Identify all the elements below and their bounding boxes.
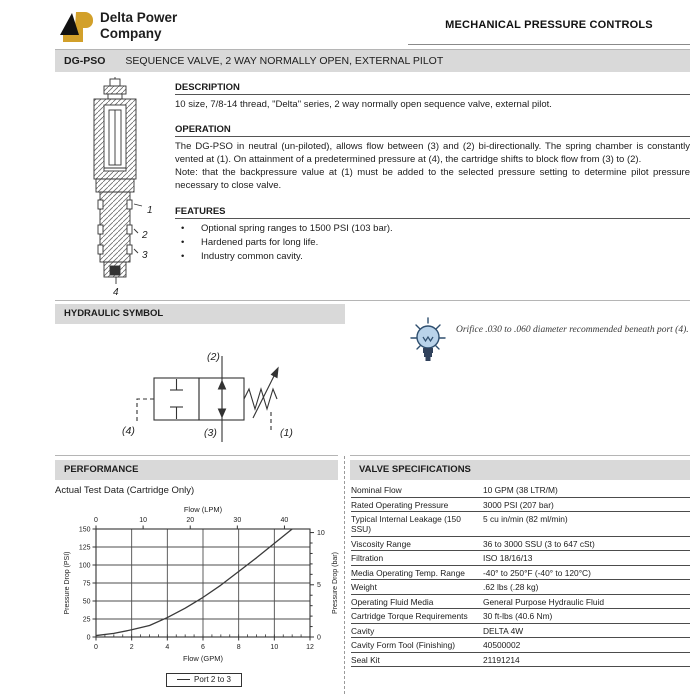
svg-text:Pressure Drop (PSI): Pressure Drop (PSI) — [64, 551, 71, 615]
chart-legend — [166, 673, 242, 687]
section-rule — [55, 300, 690, 301]
performance-heading: PERFORMANCE — [55, 460, 338, 480]
svg-text:0: 0 — [94, 644, 98, 651]
performance-chart-block — [60, 503, 348, 687]
svg-text:75: 75 — [82, 580, 91, 588]
svg-text:5: 5 — [317, 582, 321, 590]
spec-label: Rated Operating Pressure — [351, 499, 449, 510]
header-rule — [408, 44, 690, 45]
description-section — [175, 82, 690, 111]
spec-label: Media Operating Temp. Range — [351, 567, 465, 578]
feature-item — [175, 222, 690, 236]
company-name — [100, 10, 177, 42]
spec-value: DELTA 4W — [483, 625, 524, 636]
spec-value: .62 lbs (.28 kg) — [483, 582, 539, 592]
feature-text: Hardened parts for long life. — [201, 236, 319, 248]
company-logo — [59, 9, 97, 45]
hydraulic-symbol-figure — [122, 342, 322, 448]
spec-label: Cartridge Torque Requirements — [351, 611, 468, 621]
feature-item — [175, 250, 690, 264]
spec-value: 5 cu in/min (82 ml/min) — [483, 514, 568, 524]
performance-chart — [60, 503, 348, 667]
svg-text:150: 150 — [78, 526, 91, 534]
spec-value: 36 to 3000 SSU (3 to 647 cSt) — [483, 538, 595, 549]
svg-text:Flow (LPM): Flow (LPM) — [183, 505, 223, 514]
svg-text:Pressure Drop (bar): Pressure Drop (bar) — [332, 552, 339, 614]
svg-text:125: 125 — [78, 544, 91, 552]
spec-label: Seal Kit — [351, 654, 380, 665]
spec-label: Typical Internal Leakage (150 SSU) — [351, 514, 461, 534]
company-name-line2: Company — [100, 25, 162, 41]
svg-text:20: 20 — [186, 517, 195, 524]
features-list — [175, 222, 690, 265]
delta-power-logo-icon — [59, 9, 97, 45]
symbol-port-2-label: (2) — [207, 351, 220, 363]
spec-value: 40500002 — [483, 640, 521, 650]
svg-text:4: 4 — [165, 644, 170, 651]
description-heading: DESCRIPTION — [175, 82, 690, 95]
spec-label: Viscosity Range — [351, 538, 411, 549]
features-heading: FEATURES — [175, 206, 690, 219]
document-title: MECHANICAL PRESSURE CONTROLS — [445, 19, 653, 31]
bullet-icon: • — [181, 222, 185, 234]
lightbulb-icon — [409, 317, 449, 365]
spec-value: ISO 18/16/13 — [483, 553, 533, 563]
orifice-note: Orifice .030 to .060 diameter recommended beneath port (4). — [456, 325, 689, 335]
spec-row — [351, 580, 690, 595]
tip-lightbulb — [409, 317, 449, 365]
symbol-port-1-label: (1) — [280, 427, 293, 439]
spec-label: Filtration — [351, 553, 384, 563]
feature-text: Optional spring ranges to 1500 PSI (103 bar). — [201, 222, 393, 234]
spec-value: 10 GPM (38 LTR/M) — [483, 485, 558, 495]
bullet-icon: • — [181, 251, 185, 263]
spec-row — [351, 551, 690, 566]
spec-label: Operating Fluid Media — [351, 596, 434, 607]
performance-subtitle: Actual Test Data (Cartridge Only) — [55, 485, 195, 496]
spec-row — [351, 653, 690, 668]
spec-value: 21191214 — [483, 654, 520, 665]
svg-text:6: 6 — [201, 644, 205, 651]
title-banner — [55, 49, 690, 72]
model-code: DG-PSO — [64, 55, 106, 67]
section-rule — [350, 455, 690, 456]
legend-line-sample — [177, 679, 190, 680]
feature-item — [175, 236, 690, 250]
valve-specifications-heading: VALVE SPECIFICATIONS — [350, 460, 690, 480]
spec-label: Cavity — [351, 625, 375, 636]
svg-text:12: 12 — [306, 644, 314, 651]
spec-row — [351, 609, 690, 624]
svg-text:0: 0 — [86, 634, 91, 642]
svg-text:8: 8 — [236, 644, 241, 651]
spec-row — [351, 624, 690, 639]
svg-text:0: 0 — [94, 517, 98, 524]
valve-port-label-2: 2 — [142, 230, 148, 241]
spec-row — [351, 537, 690, 552]
operation-paragraph-2: Note: that the backpressure value at (1) must be added to the selected pressure setting to determine pilot pressure necessary to close valve. — [175, 167, 690, 192]
spec-row — [351, 595, 690, 610]
symbol-port-3-label: (3) — [204, 427, 217, 439]
symbol-port-4-label: (4) — [122, 425, 135, 437]
valve-cross-section-drawing — [58, 77, 176, 299]
bullet-icon: • — [181, 236, 185, 248]
svg-text:25: 25 — [82, 616, 91, 624]
description-text: 10 size, 7/8-14 thread, "Delta" series, 2 way normally open sequence valve, external pilot. — [175, 99, 552, 110]
valve-title: SEQUENCE VALVE, 2 WAY NORMALLY OPEN, EXTERNAL PILOT — [125, 55, 444, 67]
valve-port-label-3: 3 — [142, 250, 148, 261]
spec-row — [351, 498, 690, 513]
spec-row — [351, 566, 690, 581]
spec-value: 3000 PSI (207 bar) — [483, 499, 554, 510]
features-section — [175, 206, 690, 265]
operation-heading: OPERATION — [175, 124, 690, 137]
svg-text:10: 10 — [317, 529, 325, 537]
hydraulic-symbol-drawing — [122, 342, 322, 448]
info-column — [175, 82, 690, 277]
svg-text:10: 10 — [139, 517, 148, 524]
svg-text:30: 30 — [233, 517, 242, 524]
spec-value: General Purpose Hydraulic Fluid — [483, 596, 605, 607]
spec-row — [351, 512, 690, 537]
spec-row — [351, 483, 690, 498]
svg-text:Flow (GPM): Flow (GPM) — [183, 654, 223, 663]
spec-label: Nominal Flow — [351, 485, 402, 495]
svg-text:100: 100 — [78, 562, 91, 570]
svg-text:50: 50 — [82, 598, 91, 606]
spec-label: Weight — [351, 582, 377, 592]
spec-value: 30 ft-lbs (40.6 Nm) — [483, 611, 553, 621]
valve-cross-section-figure — [58, 77, 176, 299]
section-rule — [55, 455, 338, 456]
svg-text:10: 10 — [270, 644, 279, 651]
valve-port-label-1: 1 — [147, 205, 153, 216]
operation-paragraph-1: The DG-PSO in neutral (un-piloted), allows flow between (3) and (2) bi-directionally. The spring chamber is constantly vented at (1). On attainment of a predetermined pressure at (4), the cartridge shifts to block flow from (3) to (2). — [175, 141, 690, 166]
valve-port-label-4: 4 — [113, 287, 119, 298]
spec-value: -40° to 250°F (-40° to 120°C) — [483, 567, 591, 578]
legend-label: Port 2 to 3 — [194, 675, 231, 684]
company-name-line1: Delta Power — [100, 10, 178, 25]
hydraulic-symbol-heading: HYDRAULIC SYMBOL — [55, 304, 345, 324]
svg-text:40: 40 — [280, 517, 289, 524]
specifications-table — [351, 483, 690, 667]
feature-text: Industry common cavity. — [201, 251, 303, 263]
spec-row — [351, 638, 690, 653]
spec-label: Cavity Form Tool (Finishing) — [351, 640, 456, 650]
operation-section — [175, 124, 690, 192]
svg-text:2: 2 — [129, 644, 134, 651]
svg-text:0: 0 — [317, 634, 321, 642]
